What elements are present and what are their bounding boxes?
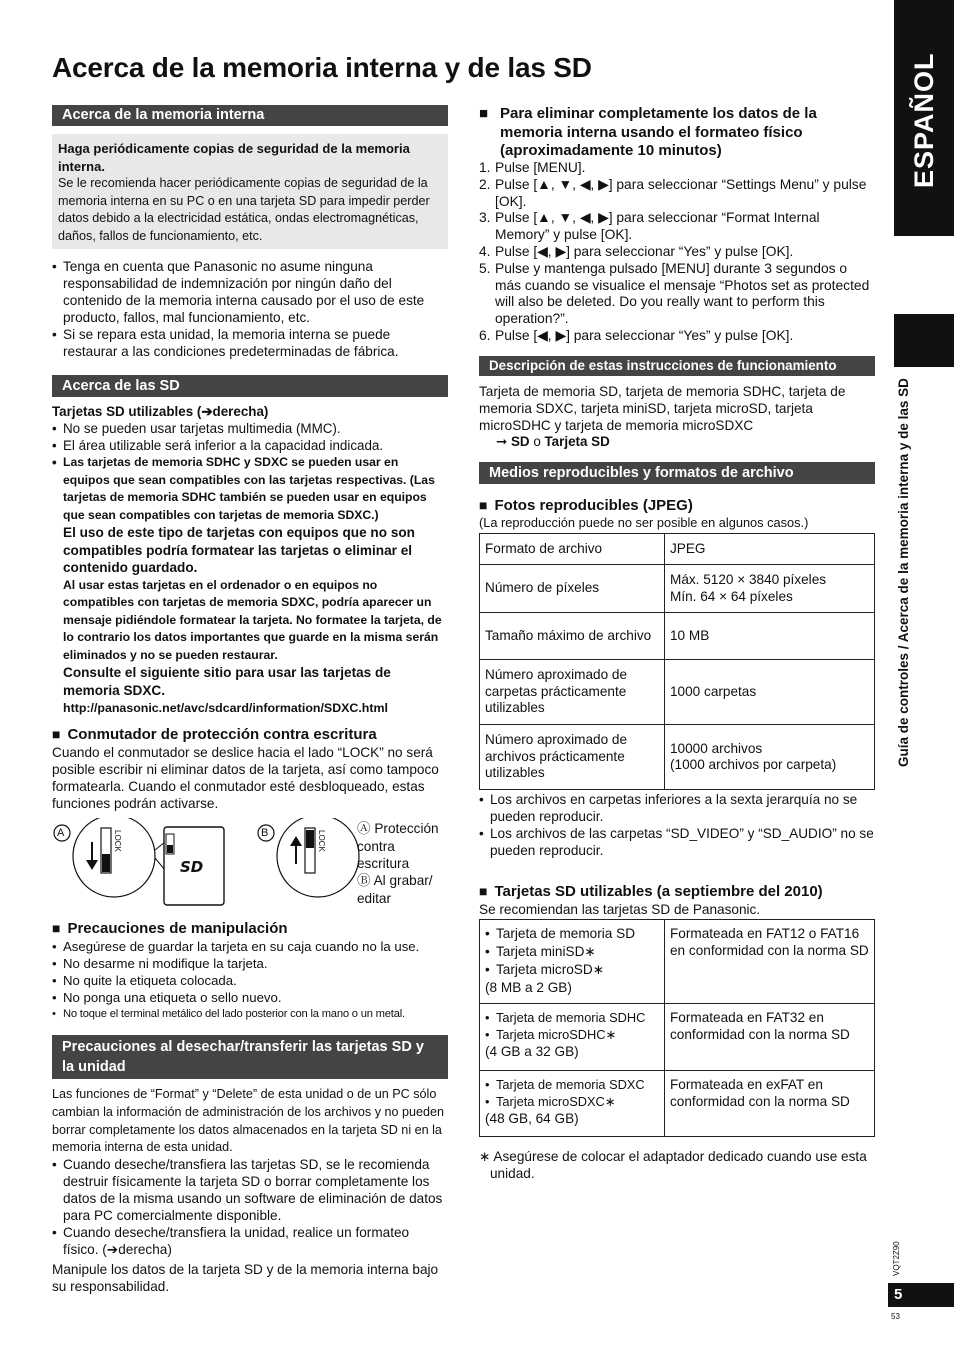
page-title: Acerca de la memoria interna y de las SD [52, 52, 592, 83]
page-number-small: 53 [891, 1312, 900, 1321]
sdxc-compat-text: • Las tarjetas de memoria SDHC y SDXC se pueden usar en equipos que sean compatibles con las tarjetas respectivas. (Las tarjetas de memoria SDHC también se pueden usar en equipos que sean compatibles con tarjetas de memoria SDXC.) [63, 455, 435, 522]
dispose-end-text: Manipule los datos de la tarjeta SD y de la memoria interna bajo su responsabilidad. [52, 1262, 439, 1294]
table-row [480, 725, 875, 790]
step-text: Pulse [◀, ▶] para seleccionar “Yes” y pulse [OK]. [495, 243, 794, 259]
table-cell: Formateada en FAT32 en conformidad con la norma SD [665, 1004, 875, 1071]
table-cell: 10 MB [665, 613, 875, 660]
backup-notice-title: Haga periódicamente copias de seguridad de la memoria interna. [58, 141, 410, 174]
format-steps [479, 160, 875, 345]
step-text: Pulse [▲, ▼, ◀, ▶] para seleccionar “Settings Menu” y pulse [OK]. [495, 176, 867, 209]
list-item: • No ponga una etiqueta o sello nuevo. [52, 989, 448, 1006]
step-item [479, 244, 875, 261]
sd-section-bar: Acerca de las SD [52, 375, 448, 397]
abbrev-or: o [533, 434, 541, 449]
table-row [480, 1004, 875, 1071]
step-number: 4. [479, 243, 491, 259]
list-item: • Tarjeta microSD∗ [485, 961, 659, 979]
handling-heading: ■ Precauciones de manipulación [52, 919, 288, 938]
list-item: • Tarjeta de memoria SD [485, 925, 659, 943]
media-section-bar: Medios reproducibles y formatos de archivo [479, 462, 875, 484]
description-text: Tarjeta de memoria SD, tarjeta de memoria SDHC, tarjeta de memoria SDXC, tarjeta miniSD, tarjeta microSD, tarjeta microSDHC y tarjeta de memoria microSDXC [479, 384, 846, 433]
table-cell: JPEG [665, 534, 875, 565]
step-number: 2. [479, 176, 491, 192]
step-item [479, 328, 875, 345]
sdxc-format-text: Al usar estas tarjetas en el ordenador o en equipos no compatibles con tarjetas de memoria SDXC, podría aparecer un mensaje pidiéndole formatear la tarjeta. No formatee la tarjeta, de lo contrario los datos importantes que guarde en la misma serán eliminados y no se pueden restaurar. [63, 577, 442, 662]
lock-text-b: LOCK [317, 830, 326, 852]
page-number-box [888, 1283, 954, 1307]
page-number: 5 [894, 1286, 903, 1303]
list-item: • No desarme ni modifique la tarjeta. [52, 955, 448, 972]
photo-spec-table [479, 533, 875, 790]
dispose-bullets [52, 1156, 448, 1258]
memory-bullets [52, 258, 442, 360]
step-item [479, 261, 875, 328]
list-item: • Tarjeta microSDHC∗ [485, 1026, 659, 1043]
photos-heading: ■ Fotos reproducibles (JPEG) [479, 496, 693, 515]
step-text: Pulse [▲, ▼, ◀, ▶] para seleccionar “Format Internal Memory” y pulse [OK]. [495, 210, 820, 243]
list-item: • Tarjeta microSDXC∗ [485, 1093, 659, 1110]
list-item: • Tenga en cuenta que Panasonic no asume ninguna responsabilidad de indemnización por ningún daño del contenido de la memoria interna causado por el uso de este producto, fallos, mal funcionamiento, etc. [52, 258, 442, 326]
list-item: • No toque el terminal metálico del lado posterior con la mano o un metal. [52, 1006, 448, 1023]
list-item: • El área utilizable será inferior a la capacidad indicada. [52, 437, 448, 454]
step-number: 6. [479, 327, 491, 343]
step-text: Pulse y mantenga pulsado [MENU] durante 3 segundos o más cuando se visualice el mensaje “Photos set as protected will also be deleted. Do you really want to perform this operation?”. [495, 260, 870, 327]
memory-section-bar: Acerca de la memoria interna [52, 105, 448, 126]
capacity-range: (48 GB, 64 GB) [485, 1111, 579, 1126]
table-cell: Formateada en exFAT en conformidad con la norma SD [665, 1071, 875, 1137]
cards-heading: ■ Tarjetas SD utilizables (a septiembre del 2010) [479, 882, 823, 901]
step-number: 3. [479, 210, 491, 226]
label-a: A [57, 827, 65, 839]
lock-text-a: LOCK [113, 830, 122, 852]
sd-usable-block [52, 403, 448, 717]
description-bar: Descripción de estas instrucciones de funcionamiento [479, 356, 875, 376]
step-item [479, 160, 875, 177]
list-item: • Tarjeta de memoria SDXC [485, 1076, 659, 1093]
dispose-section-bar: Precauciones al desechar/transferir las tarjetas SD y la unidad [52, 1035, 448, 1079]
table-row [480, 1071, 875, 1137]
step-text: Pulse [◀, ▶] para seleccionar “Yes” y pulse [OK]. [495, 327, 794, 343]
side-guide-label: Guía de controles / Acerca de la memoria interna y de las SD [896, 378, 911, 767]
language-tab [894, 0, 954, 236]
backup-notice-text: Se le recomienda hacer periódicamente copias de seguridad de la memoria interna en su PC o en una tarjeta SD para impedir perder datos debido a la electricidad estática, ondas electromagnéticas, daños, fallos de funcionamiento, etc. [58, 176, 430, 243]
backup-notice-box [52, 134, 448, 249]
list-item: • Tarjeta de memoria SDHC [485, 1009, 659, 1026]
table-cell: Número de píxeles [480, 565, 665, 613]
abbrev-sd: SD [510, 434, 530, 449]
handling-list [52, 938, 448, 1023]
list-item: • Si se repara esta unidad, la memoria interna se puede restaurar a las condiciones predeterminadas de fábrica. [52, 326, 442, 360]
sdxc-site-text: Consulte el siguiente sitio para usar las tarjetas de memoria SDXC. [63, 665, 391, 698]
photo-bullets [479, 791, 875, 859]
dispose-text: Las funciones de “Format” y “Delete” de esta unidad o de un PC sólo cambian la información de administración de los archivos y no pueden borrar completamente los datos almacenados en la tarjeta SD ni en la memoria interna de esta unidad. [52, 1087, 445, 1155]
table-cell [480, 1071, 665, 1137]
table-row [480, 660, 875, 725]
square-bullet-icon: ■ [479, 105, 489, 122]
table-cell: Máx. 5120 × 3840 píxeles Mín. 64 × 64 píxeles [665, 565, 875, 613]
sdxc-warning-text: El uso de este tipo de tarjetas con equipos que no son compatibles podría formatear las tarjetas o eliminar el contenido guardado. [63, 525, 415, 575]
description-abbrev [496, 433, 610, 450]
step-number: 5. [479, 260, 491, 276]
legend-a: Ⓐ Protección contra escritura [357, 821, 439, 871]
list-item: • Asegúrese de guardar la tarjeta en su caja cuando no la use. [52, 938, 448, 955]
table-cell: Formateada en FAT12 o FAT16 en conformidad con la norma SD [665, 920, 875, 1004]
table-row [480, 565, 875, 613]
list-item: • Los archivos de las carpetas “SD_VIDEO” y “SD_AUDIO” no se pueden reproducir. [479, 825, 875, 859]
language-label: ESPAÑOL [909, 52, 939, 188]
step-text: Pulse [MENU]. [495, 160, 586, 175]
switch-heading: ■ Conmutador de protección contra escritura [52, 725, 377, 744]
photos-note: (La reproducción puede no ser posible en algunos casos.) [479, 515, 809, 530]
svg-text:SD: SD [180, 858, 204, 876]
format-heading [479, 105, 875, 161]
table-cell: Tamaño máximo de archivo [480, 613, 665, 660]
list-item: • No se pueden usar tarjetas multimedia (MMC). [52, 420, 448, 437]
list-item: • No quite la etiqueta colocada. [52, 972, 448, 989]
table-row [480, 920, 875, 1004]
table-cell [480, 920, 665, 1004]
step-item [479, 177, 875, 211]
page-code: VQT2Z90 [892, 1241, 901, 1276]
list-item: • Cuando deseche/transfiera la unidad, realice un formateo físico. (➔derecha) [52, 1224, 448, 1258]
label-b: B [261, 827, 269, 839]
sdxc-url-link[interactable]: http://panasonic.net/avc/sdcard/information/SDXC.html [63, 701, 388, 715]
abbrev-card: Tarjeta SD [544, 434, 610, 449]
step-number: 1. [479, 160, 491, 175]
table-cell: Número aproximado de archivos prácticamente utilizables [480, 725, 665, 790]
table-cell: Número aproximado de carpetas prácticamente utilizables [480, 660, 665, 725]
capacity-range: (8 MB a 2 GB) [485, 980, 572, 995]
step-item [479, 210, 875, 244]
list-item: • Los archivos en carpetas inferiores a la sexta jerarquía no se pueden reproducir. [479, 791, 875, 825]
table-cell: 10000 archivos (1000 archivos por carpeta) [665, 725, 875, 790]
table-cell: 1000 carpetas [665, 660, 875, 725]
section-tab [894, 314, 954, 367]
sd-usable-heading: Tarjetas SD utilizables (➔derecha) [52, 404, 269, 419]
capacity-range: (4 GB a 32 GB) [485, 1044, 579, 1059]
table-cell: Formato de archivo [480, 534, 665, 565]
table-cell [480, 1004, 665, 1071]
table-row [480, 534, 875, 565]
table-row [480, 613, 875, 660]
arrow-icon: ➞ [496, 434, 508, 449]
list-item [52, 454, 448, 717]
sd-cards-table [479, 919, 875, 1137]
legend-b: Ⓑ Al grabar/ editar [357, 873, 433, 906]
footnote: ∗ Asegúrese de colocar el adaptador dedicado cuando use esta unidad. [479, 1149, 867, 1181]
list-item: • Cuando deseche/transfiera las tarjetas SD, se le recomienda destruir físicamente la tarjeta SD o borrar completamente los datos de la misma usando un software de eliminación de datos para PC comercialmente disponible. [52, 1156, 448, 1224]
list-item: • Tarjeta miniSD∗ [485, 943, 659, 961]
switch-illustration [52, 818, 448, 908]
switch-text: Cuando el conmutador se deslice hacia el lado “LOCK” no será posible escribir ni eliminar datos de la tarjeta, así como tampoco formatearla. Cuando el conmutador esté desbloqueado, estas funciones podrán activarse. [52, 745, 439, 811]
format-heading-text: Para eliminar completamente los datos de la memoria interna usando el formateo físico (aproximadamente 10 minutos) [500, 105, 817, 159]
cards-note: Se recomiendan las tarjetas SD de Panasonic. [479, 902, 761, 917]
